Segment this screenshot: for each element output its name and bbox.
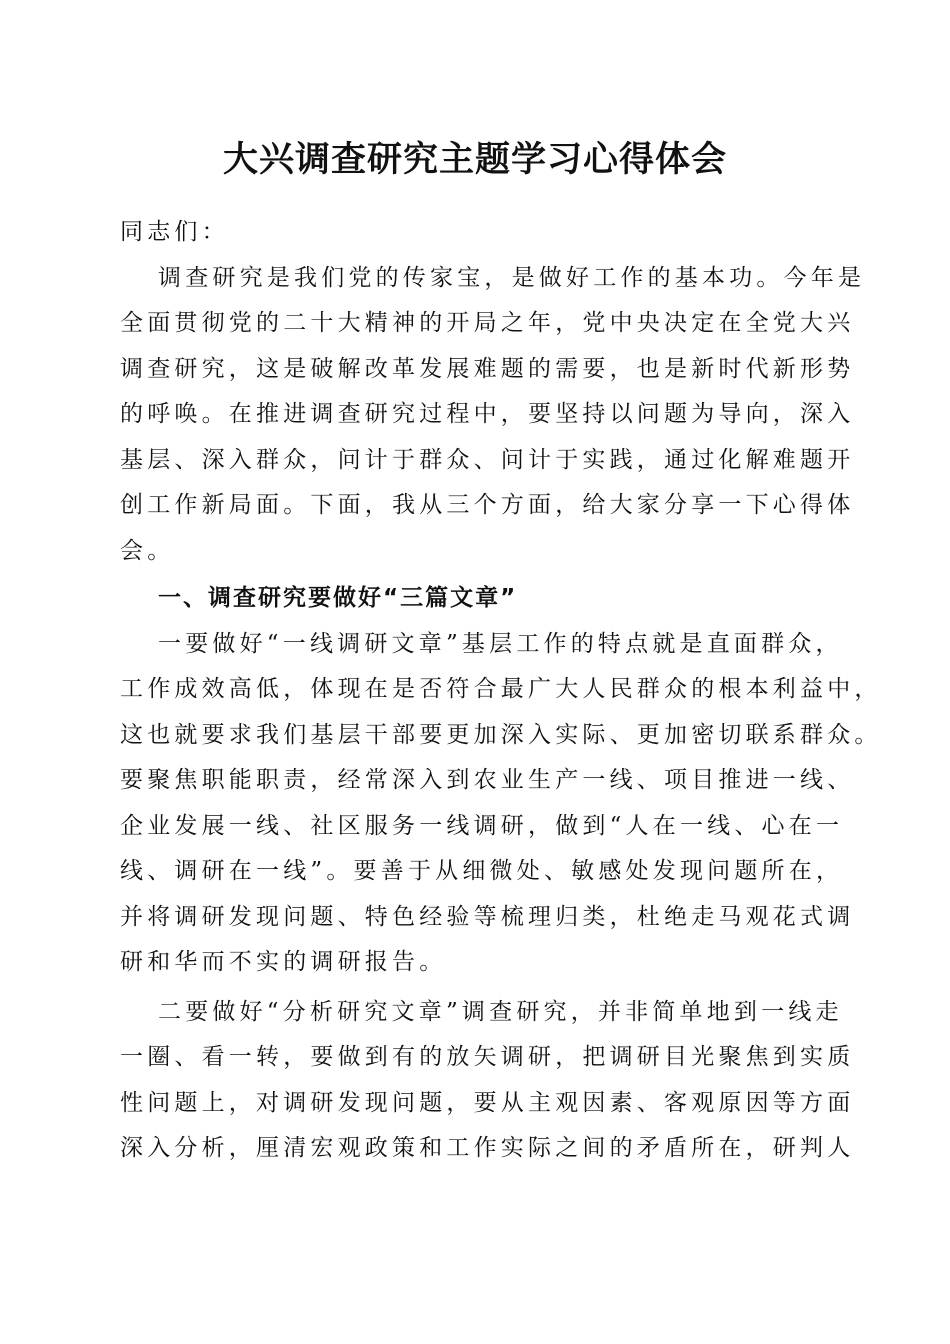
paragraph-line: 这也就要求我们基层干部要更加深入实际、更加密切联系群众。: [120, 721, 882, 748]
paragraph-line: 研和华而不实的调研报告。: [120, 949, 447, 975]
paragraph-line: 二要做好“分析研究文章”调查研究，并非简单地到一线走: [158, 998, 843, 1025]
paragraph-line: 一圈、看一转，要做到有的放矢调研，把调研目光聚焦到实质: [120, 1044, 855, 1070]
paragraph-line: 线、调研在一线”。要善于从细微处、敏感处发现问题所在，: [120, 858, 844, 884]
paragraph-intro: [120, 256, 866, 575]
salutation: 同志们：: [120, 219, 229, 245]
paragraph-analysis: [120, 990, 855, 1172]
document-title: 大兴调查研究主题学习心得体会: [222, 139, 727, 180]
paragraph-line: 调查研究是我们党的传家宝，是做好工作的基本功。今年是: [158, 264, 866, 291]
paragraph-line: 并将调研发现问题、特色经验等梳理归类，杜绝走马观花式调: [120, 903, 855, 930]
paragraph-line: 深入分析，厘清宏观政策和工作实际之间的矛盾所在，研判人: [120, 1135, 855, 1161]
paragraph-line: 企业发展一线、社区服务一线调研，做到“人在一线、心在一: [120, 812, 844, 839]
paragraph-line: 调查研究，这是破解改革发展难题的需要，也是新时代新形势: [120, 355, 855, 382]
paragraph-line: 全面贯彻党的二十大精神的开局之年，党中央决定在全党大兴: [120, 310, 855, 336]
paragraph-line: 会。: [120, 537, 175, 564]
paragraph-frontline: [120, 622, 882, 986]
paragraph-line: 的呼唤。在推进调查研究过程中，要坚持以问题为导向，深入: [120, 401, 855, 427]
paragraph-line: 基层、深入群众，问计于群众、问计于实践，通过化解难题开: [120, 446, 855, 473]
paragraph-line: 性问题上，对调研发现问题，要从主观因素、客观原因等方面: [120, 1089, 855, 1116]
section-heading: 一、调查研究要做好“三篇文章”: [158, 585, 518, 611]
document-body: [120, 210, 882, 1172]
paragraph-line: 创工作新局面。下面，我从三个方面，给大家分享一下心得体: [120, 492, 855, 518]
paragraph-line: 一要做好“一线调研文章”基层工作的特点就是直面群众，: [158, 630, 843, 657]
paragraph-line: 要聚焦职能职责，经常深入到农业生产一线、项目推进一线、: [120, 767, 855, 793]
paragraph-line: 工作成效高低，体现在是否符合最广大人民群众的根本利益中，: [120, 676, 882, 702]
